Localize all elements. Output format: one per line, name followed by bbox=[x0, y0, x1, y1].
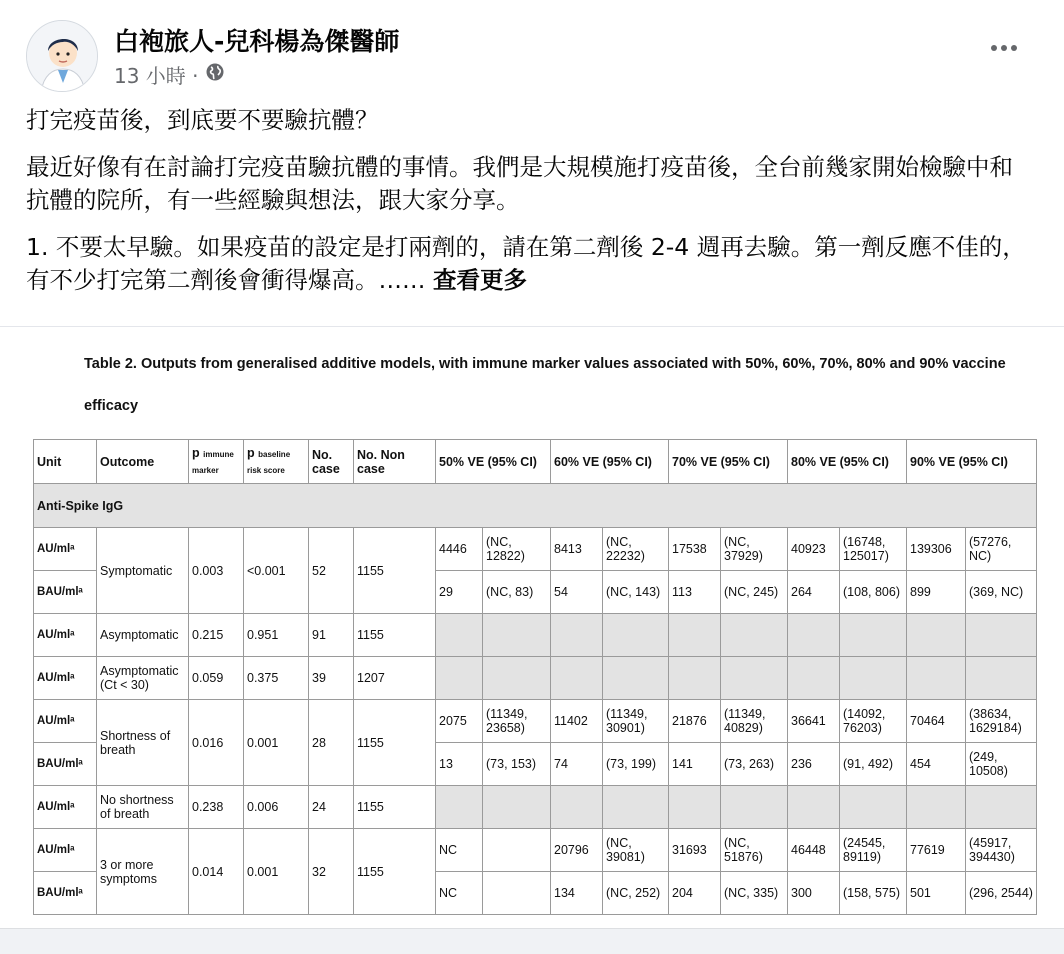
table-header-row bbox=[34, 440, 1037, 484]
cell-ci: (249, 10508) bbox=[966, 743, 1037, 786]
cell-value: 46448 bbox=[788, 829, 840, 872]
cell-case: 52 bbox=[309, 528, 354, 614]
cell-unit: AU/mlᵃ bbox=[34, 786, 97, 829]
cell-ci: (NC, 12822) bbox=[483, 528, 551, 571]
cell-p-baseline: 0.951 bbox=[244, 614, 309, 657]
cell-p-baseline: 0.001 bbox=[244, 829, 309, 915]
cell-value: 17538 bbox=[669, 528, 721, 571]
cell-value: 454 bbox=[907, 743, 966, 786]
cell-p-immune: 0.016 bbox=[189, 700, 244, 786]
cell-noncase: 1155 bbox=[354, 829, 436, 915]
post-meta bbox=[114, 60, 225, 89]
cell-ci: (73, 263) bbox=[721, 743, 788, 786]
cell-value: 20796 bbox=[551, 829, 603, 872]
cell-ci: (57276, NC) bbox=[966, 528, 1037, 571]
cell-ci: (73, 199) bbox=[603, 743, 669, 786]
cell-value: 134 bbox=[551, 872, 603, 915]
cell-ci: (24545, 89119) bbox=[840, 829, 907, 872]
cell-value: 899 bbox=[907, 571, 966, 614]
table-row bbox=[34, 700, 1037, 743]
cell-ci: (NC, 22232) bbox=[603, 528, 669, 571]
cell-value: 264 bbox=[788, 571, 840, 614]
doctor-avatar-icon bbox=[27, 21, 98, 92]
section-label: Anti-Spike IgG bbox=[34, 484, 1037, 528]
cell-case: 39 bbox=[309, 657, 354, 700]
author-name[interactable]: 白袍旅人-兒科楊為傑醫師 bbox=[114, 27, 400, 56]
post-time[interactable]: 13 小時 · bbox=[114, 64, 199, 88]
cell-ci: (16748, 125017) bbox=[840, 528, 907, 571]
cell-ci bbox=[483, 872, 551, 915]
cell-ci: (NC, 39081) bbox=[603, 829, 669, 872]
cell-ci: (73, 153) bbox=[483, 743, 551, 786]
cell-ci: (14092, 76203) bbox=[840, 700, 907, 743]
cell-p-immune: 0.238 bbox=[189, 786, 244, 829]
cell-noncase: 1155 bbox=[354, 528, 436, 614]
cell-value: 11402 bbox=[551, 700, 603, 743]
cell-unit: AU/mlᵃ bbox=[34, 528, 97, 571]
cell-value: 8413 bbox=[551, 528, 603, 571]
cell-ci: (NC, 143) bbox=[603, 571, 669, 614]
cell-value: 13 bbox=[436, 743, 483, 786]
cell-ci: (369, NC) bbox=[966, 571, 1037, 614]
cell-noncase: 1155 bbox=[354, 700, 436, 786]
cell-ci: (38634, 1629184) bbox=[966, 700, 1037, 743]
cell-case: 28 bbox=[309, 700, 354, 786]
cell-value: 40923 bbox=[788, 528, 840, 571]
cell-ci: (108, 806) bbox=[840, 571, 907, 614]
cell-noncase: 1155 bbox=[354, 786, 436, 829]
cell-ci: (NC, 83) bbox=[483, 571, 551, 614]
attached-table-image[interactable] bbox=[0, 326, 1064, 928]
cell-value: 70464 bbox=[907, 700, 966, 743]
cell-ci: (NC, 37929) bbox=[721, 528, 788, 571]
cell-ci bbox=[483, 829, 551, 872]
post-paragraph: 最近好像有在討論打完疫苗驗抗體的事情。我們是大規模施打疫苗後，全台前幾家開始檢驗中和抗體的院所，有一些經驗與想法，跟大家分享。 bbox=[26, 153, 1013, 214]
cell-value: NC bbox=[436, 829, 483, 872]
cell-value: 204 bbox=[669, 872, 721, 915]
cell-ci: (45917, 394430) bbox=[966, 829, 1037, 872]
cell-p-immune: 0.014 bbox=[189, 829, 244, 915]
cell-unit: BAU/mlᵃ bbox=[34, 743, 97, 786]
cell-value: NC bbox=[436, 872, 483, 915]
cell-value: 236 bbox=[788, 743, 840, 786]
cell-unit: AU/mlᵃ bbox=[34, 829, 97, 872]
author-avatar[interactable] bbox=[26, 20, 98, 92]
cell-ci: (11349, 30901) bbox=[603, 700, 669, 743]
cell-unit: BAU/mlᵃ bbox=[34, 872, 97, 915]
ellipsis-icon bbox=[984, 38, 1024, 58]
cell-ci: (91, 492) bbox=[840, 743, 907, 786]
see-more-link[interactable]: 查看更多 bbox=[432, 266, 527, 294]
post-header bbox=[26, 18, 1044, 94]
section-row bbox=[34, 484, 1037, 528]
cell-value: 4446 bbox=[436, 528, 483, 571]
cell-p-immune: 0.059 bbox=[189, 657, 244, 700]
cell-outcome: Shortness of breath bbox=[97, 700, 189, 786]
cell-outcome: No shortness of breath bbox=[97, 786, 189, 829]
post-paragraph bbox=[26, 231, 1036, 297]
cell-unit: BAU/mlᵃ bbox=[34, 571, 97, 614]
globe-icon bbox=[205, 62, 225, 87]
cell-ci: (158, 575) bbox=[840, 872, 907, 915]
table-row bbox=[34, 829, 1037, 872]
table-row bbox=[34, 657, 1037, 700]
post-footer-divider bbox=[0, 928, 1064, 954]
header-outcome: Outcome bbox=[97, 440, 189, 484]
cell-p-baseline: 0.375 bbox=[244, 657, 309, 700]
post-paragraph-text: 1. 不要太早驗。如果疫苗的設定是打兩劑的，請在第二劑後 2-4 週再去驗。第一劑反應不佳的，有不少打完第二劑後會衝得爆高。…… bbox=[26, 233, 1026, 294]
header-ve50: 50% VE (95% CI) bbox=[436, 440, 551, 484]
cell-value: 36641 bbox=[788, 700, 840, 743]
cell-p-baseline: 0.001 bbox=[244, 700, 309, 786]
cell-ci: (11349, 40829) bbox=[721, 700, 788, 743]
table-caption: Table 2. Outputs from generalised additive models, with immune marker values associated with 50%, 60%, 70%, 80% and 90% vaccine efficacy bbox=[84, 356, 1006, 414]
cell-case: 24 bbox=[309, 786, 354, 829]
cell-unit: AU/mlᵃ bbox=[34, 700, 97, 743]
cell-noncase: 1155 bbox=[354, 614, 436, 657]
header-p-baseline: p baseline risk score bbox=[244, 440, 309, 484]
cell-ci: (NC, 335) bbox=[721, 872, 788, 915]
cell-p-immune: 0.003 bbox=[189, 528, 244, 614]
header-ve60: 60% VE (95% CI) bbox=[551, 440, 669, 484]
header-unit: Unit bbox=[34, 440, 97, 484]
cell-value: 21876 bbox=[669, 700, 721, 743]
cell-value: 113 bbox=[669, 571, 721, 614]
cell-p-immune: 0.215 bbox=[189, 614, 244, 657]
cell-value: 77619 bbox=[907, 829, 966, 872]
header-ve90: 90% VE (95% CI) bbox=[907, 440, 1037, 484]
cell-ci: (NC, 245) bbox=[721, 571, 788, 614]
cell-unit: AU/mlᵃ bbox=[34, 614, 97, 657]
cell-value: 54 bbox=[551, 571, 603, 614]
table-row bbox=[34, 528, 1037, 571]
cell-case: 91 bbox=[309, 614, 354, 657]
cell-noncase: 1207 bbox=[354, 657, 436, 700]
post-paragraph: 打完疫苗後，到底要不要驗抗體？ bbox=[26, 106, 379, 134]
cell-p-baseline: 0.006 bbox=[244, 786, 309, 829]
cell-outcome: Asymptomatic bbox=[97, 614, 189, 657]
post-body bbox=[26, 104, 1036, 311]
cell-ci: (NC, 252) bbox=[603, 872, 669, 915]
cell-outcome: 3 or more symptoms bbox=[97, 829, 189, 915]
header-no-non-case: No. Non case bbox=[354, 440, 436, 484]
cell-value: 74 bbox=[551, 743, 603, 786]
header-no-case: No. case bbox=[309, 440, 354, 484]
cell-value: 501 bbox=[907, 872, 966, 915]
cell-value: 141 bbox=[669, 743, 721, 786]
table-row bbox=[34, 786, 1037, 829]
cell-value: 139306 bbox=[907, 528, 966, 571]
cell-value: 31693 bbox=[669, 829, 721, 872]
efficacy-table bbox=[33, 439, 1037, 915]
cell-outcome: Asymptomatic (Ct < 30) bbox=[97, 657, 189, 700]
cell-outcome: Symptomatic bbox=[97, 528, 189, 614]
header-ve70: 70% VE (95% CI) bbox=[669, 440, 788, 484]
cell-unit: AU/mlᵃ bbox=[34, 657, 97, 700]
cell-value: 2075 bbox=[436, 700, 483, 743]
header-ve80: 80% VE (95% CI) bbox=[788, 440, 907, 484]
cell-ci: (NC, 51876) bbox=[721, 829, 788, 872]
cell-p-baseline: <0.001 bbox=[244, 528, 309, 614]
more-options-button[interactable] bbox=[984, 38, 1024, 58]
cell-case: 32 bbox=[309, 829, 354, 915]
cell-ci: (296, 2544) bbox=[966, 872, 1037, 915]
cell-ci: (11349, 23658) bbox=[483, 700, 551, 743]
header-p-immune: p immune marker bbox=[189, 440, 244, 484]
table-row bbox=[34, 614, 1037, 657]
cell-value: 300 bbox=[788, 872, 840, 915]
cell-value: 29 bbox=[436, 571, 483, 614]
